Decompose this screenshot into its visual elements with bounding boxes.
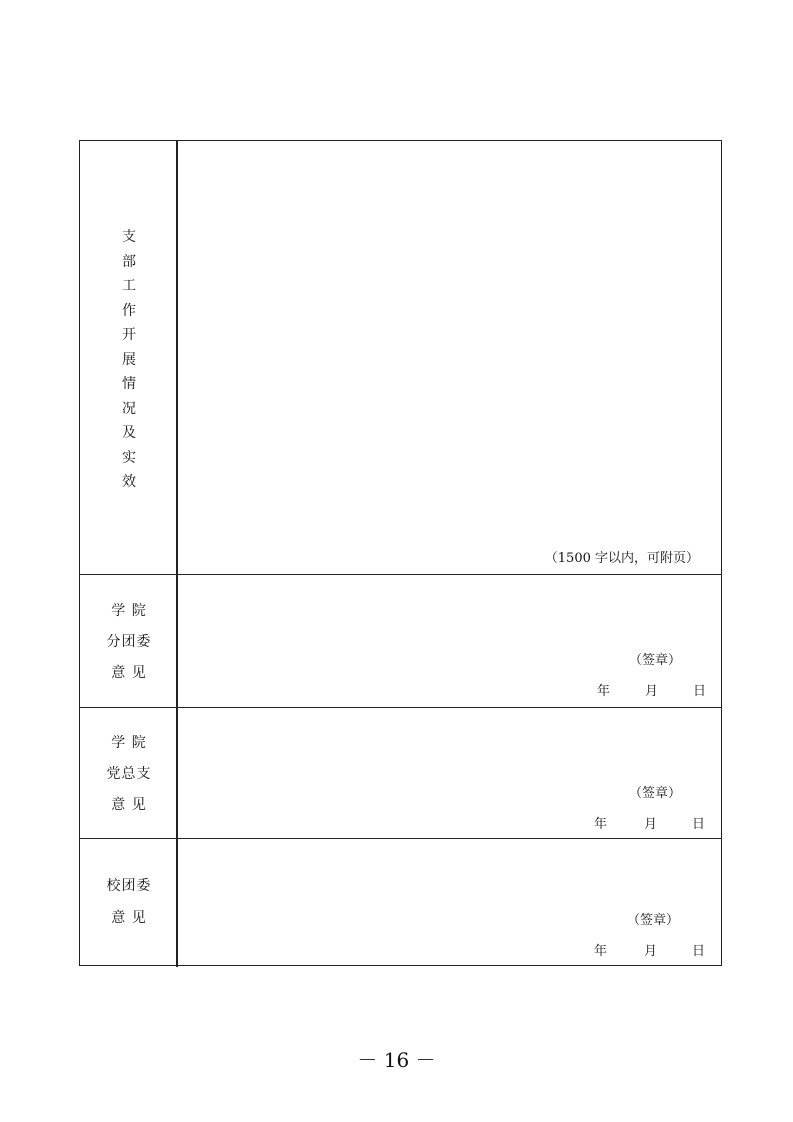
date-year: 年 [594, 817, 608, 832]
label-cell-school-league [80, 839, 178, 967]
label-char: 工 [122, 278, 136, 294]
label-cell-college-league [80, 575, 178, 707]
page-number: － 16 － [357, 1048, 436, 1072]
label-char: 展 [122, 351, 136, 368]
label-char: 开 [122, 327, 136, 343]
date-month: 月 [644, 817, 658, 832]
content-cell-branch-work[interactable] [178, 141, 721, 574]
label-school-league: 校团委 [106, 878, 152, 894]
content-cell-college-party[interactable] [178, 708, 721, 838]
date-month: 月 [644, 944, 658, 959]
seal-label: （签章） [629, 786, 682, 801]
seal-label: （签章） [627, 913, 680, 928]
label-cell-college-party [80, 708, 178, 838]
label-opinion: 意 见 [111, 665, 147, 681]
seal-label: （签章） [629, 653, 682, 668]
date-year: 年 [594, 944, 608, 959]
row-branch-work [80, 141, 721, 575]
date-year: 年 [597, 684, 611, 699]
label-college: 学 院 [111, 735, 147, 751]
content-cell-school-league[interactable] [178, 839, 721, 967]
approval-form-table [79, 140, 722, 966]
label-char: 及 [122, 425, 136, 441]
label-league-branch: 分团委 [106, 634, 152, 650]
date-day: 日 [692, 817, 706, 832]
label-char: 情 [122, 376, 136, 392]
word-limit-note: （1500 字以内，可附页） [544, 551, 699, 566]
date-month: 月 [645, 684, 659, 699]
row-school-league-opinion [80, 839, 721, 967]
row-college-league-opinion [80, 575, 721, 708]
label-char: 况 [122, 400, 136, 417]
label-char: 实 [122, 449, 136, 466]
label-party-branch: 党总支 [106, 766, 152, 782]
label-char: 部 [122, 253, 136, 270]
label-cell-branch-work [80, 141, 178, 574]
label-char: 作 [122, 302, 136, 319]
vertical-label-branch-work [80, 225, 178, 495]
label-char: 效 [122, 474, 136, 490]
label-opinion: 意 见 [111, 797, 147, 813]
label-char: 支 [122, 229, 136, 245]
date-day: 日 [692, 944, 706, 959]
label-college: 学 院 [111, 603, 147, 619]
label-opinion: 意 见 [111, 910, 147, 926]
date-day: 日 [693, 684, 707, 699]
content-cell-college-league[interactable] [178, 575, 721, 707]
row-college-party-opinion [80, 708, 721, 839]
